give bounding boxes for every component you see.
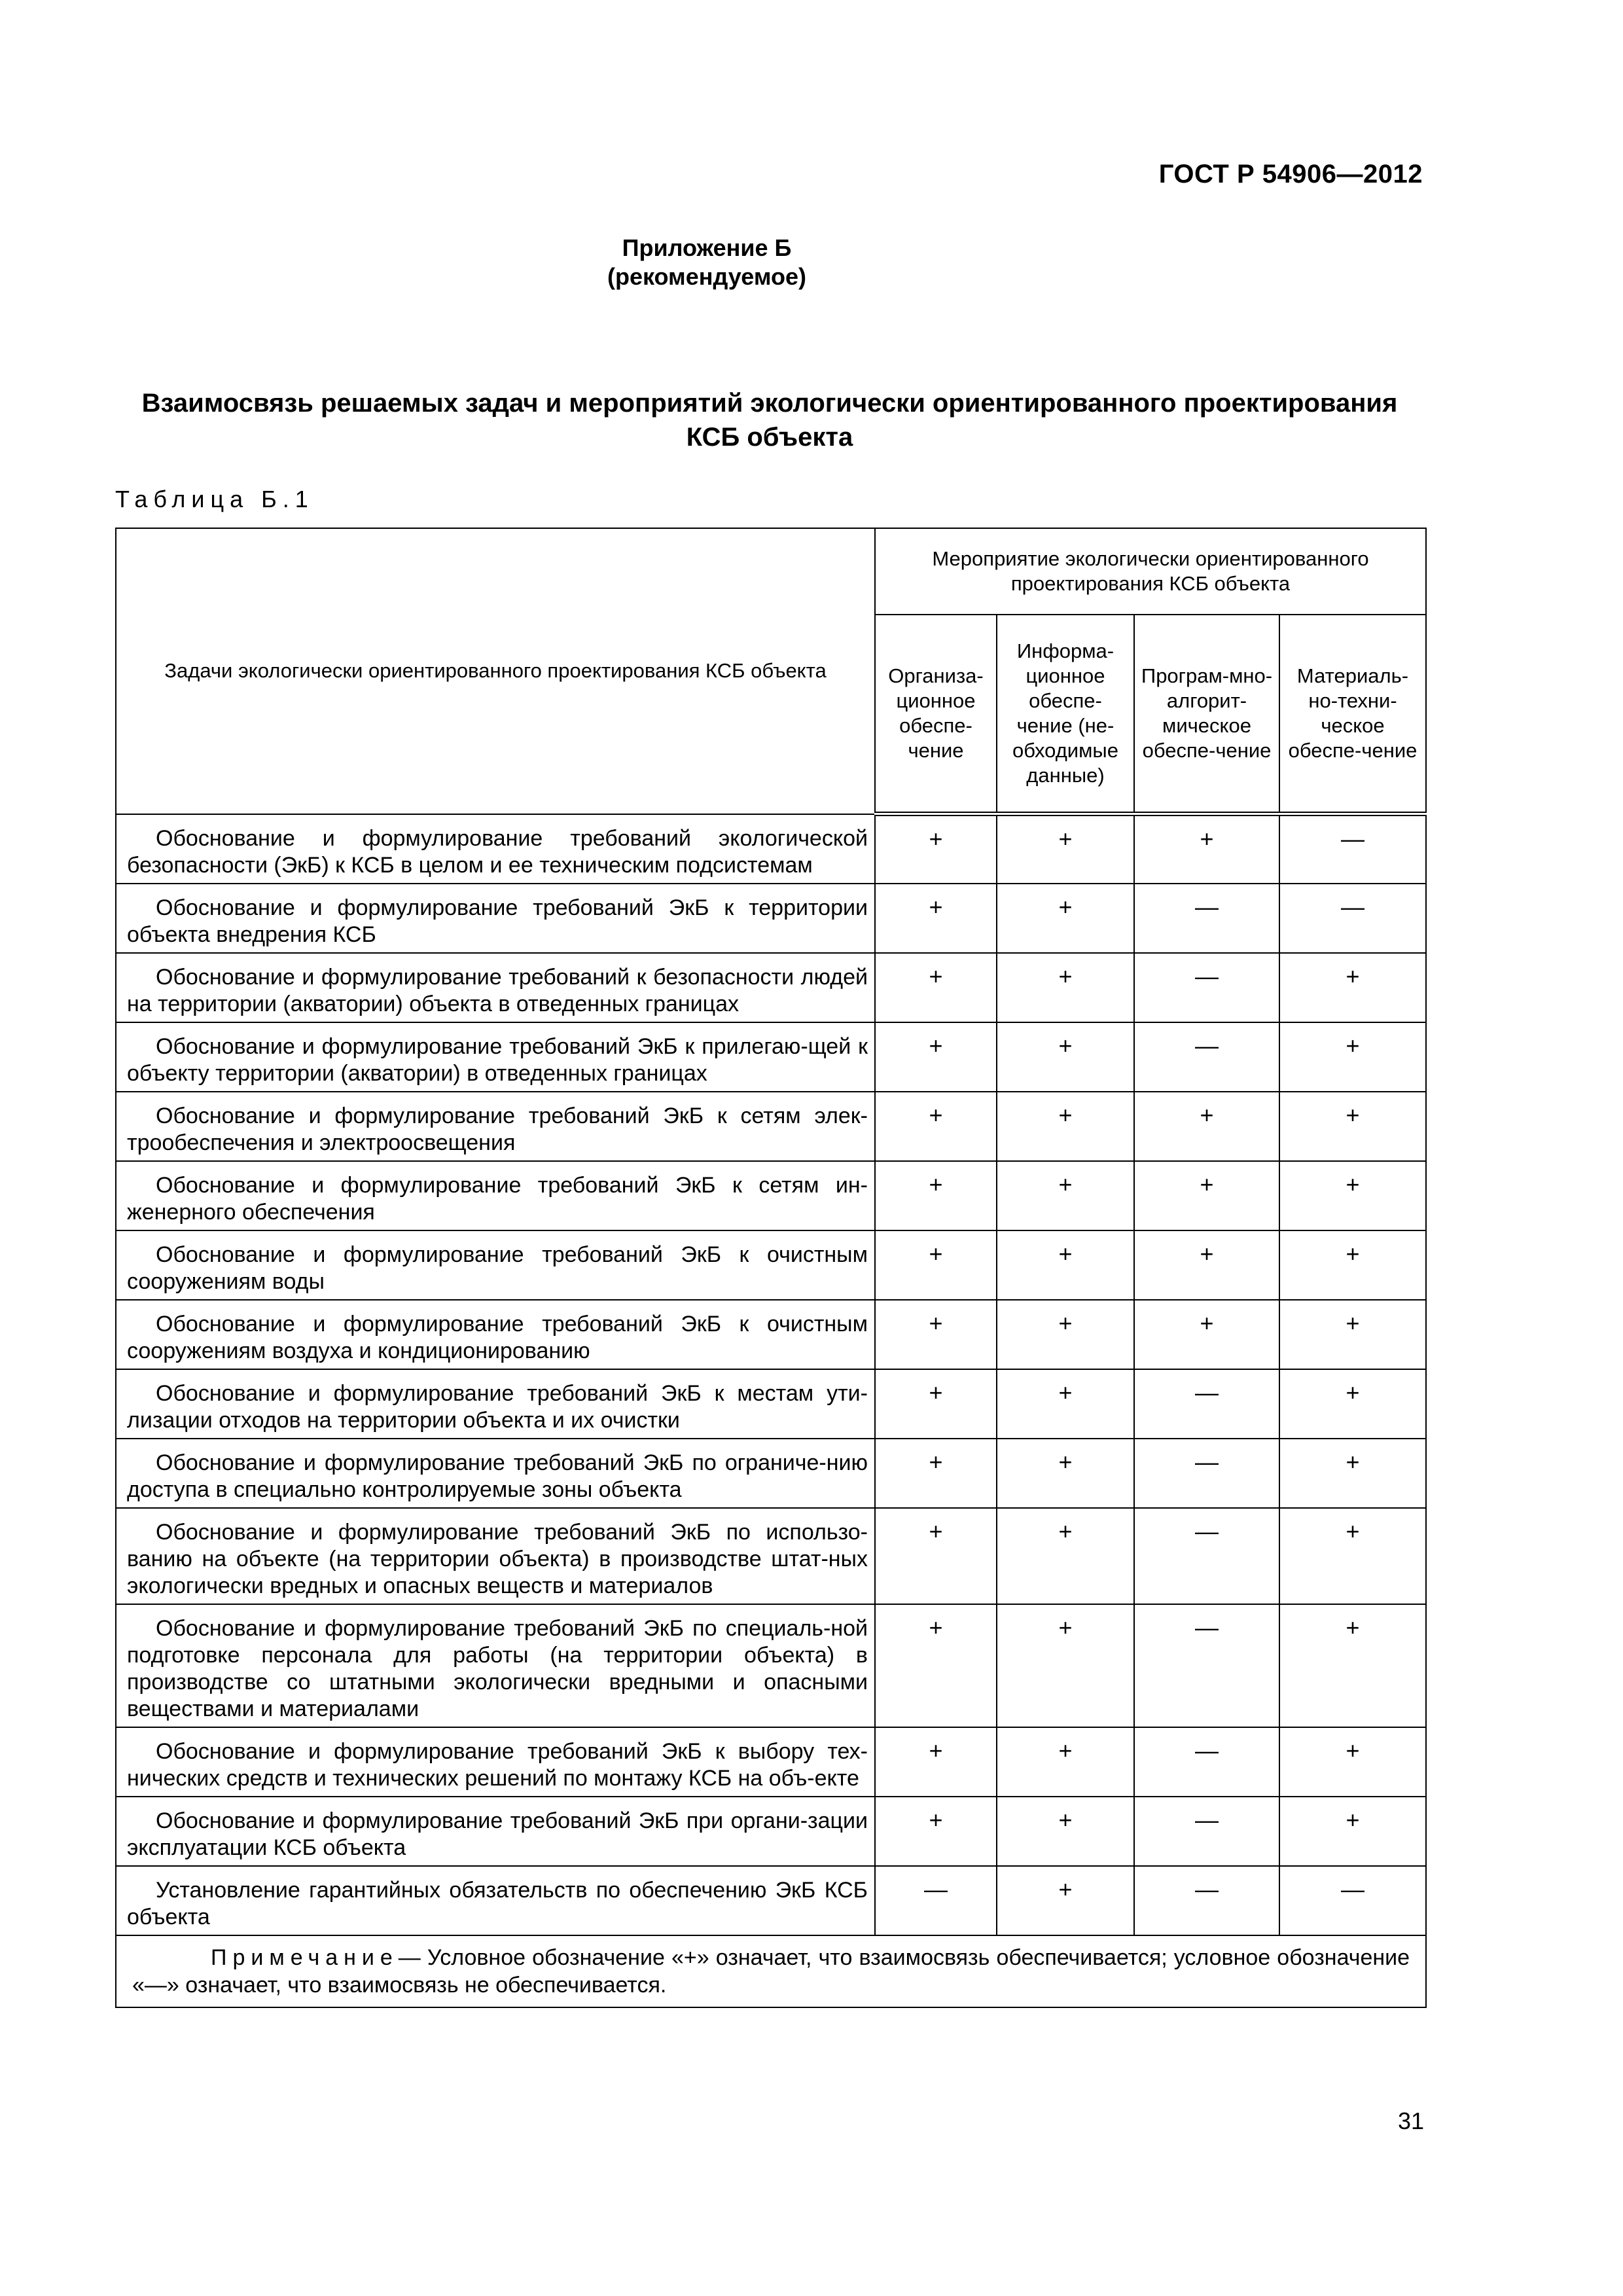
header-software: Програм-мно-алгорит-мическое обеспе-чение bbox=[1134, 615, 1279, 814]
table-row bbox=[116, 1439, 1426, 1508]
mark-cell: + bbox=[875, 1508, 997, 1604]
task-cell: Обоснование и формулирование требований ЭкБ по использо-ванию на объекте (на территории объекта) в производстве штат-ных экологически вредных и опасных веществ и материалов bbox=[116, 1508, 875, 1604]
mark-cell: + bbox=[875, 1230, 997, 1300]
mark-cell: + bbox=[1134, 1230, 1279, 1300]
section-title-line-2: КСБ объекта bbox=[686, 423, 853, 452]
table-row bbox=[116, 1866, 1426, 1935]
task-cell: Обоснование и формулирование требований ЭкБ по ограниче-нию доступа в специально контролируемые зоны объекта bbox=[116, 1439, 875, 1508]
mark-cell: — bbox=[1279, 884, 1426, 953]
task-cell: Обоснование и формулирование требований ЭкБ к очистным сооружениям воздуха и кондиционированию bbox=[116, 1300, 875, 1369]
task-cell: Обоснование и формулирование требований ЭкБ к сетям элек-трообеспечения и электроосвещения bbox=[116, 1092, 875, 1161]
mark-cell: + bbox=[875, 1161, 997, 1230]
mark-cell: + bbox=[997, 1439, 1134, 1508]
task-cell: Обоснование и формулирование требований ЭкБ к выбору тех-нических средств и технических решений по монтажу КСБ на объ-екте bbox=[116, 1727, 875, 1797]
mark-cell: — bbox=[1279, 1866, 1426, 1935]
mark-cell: + bbox=[1279, 1092, 1426, 1161]
mark-cell: + bbox=[1279, 953, 1426, 1022]
mark-cell: + bbox=[1279, 1604, 1426, 1727]
mark-cell: + bbox=[1134, 1092, 1279, 1161]
task-cell: Обоснование и формулирование требований к безопасности людей на территории (акватории) объекта в отведенных границах bbox=[116, 953, 875, 1022]
mark-cell: — bbox=[875, 1866, 997, 1935]
header-material: Материаль-но-техни-ческое обеспе-чение bbox=[1279, 615, 1426, 814]
task-cell: Обоснование и формулирование требований ЭкБ при органи-зации эксплуатации КСБ объекта bbox=[116, 1797, 875, 1866]
mark-cell: + bbox=[997, 953, 1134, 1022]
mark-cell: — bbox=[1279, 814, 1426, 884]
mark-cell: + bbox=[875, 1604, 997, 1727]
table-row bbox=[116, 1022, 1426, 1092]
mark-cell: + bbox=[875, 1369, 997, 1439]
table-body bbox=[116, 814, 1426, 1935]
table-row bbox=[116, 1369, 1426, 1439]
mark-cell: + bbox=[1279, 1439, 1426, 1508]
table-note bbox=[116, 1935, 1426, 2007]
table-row bbox=[116, 1797, 1426, 1866]
table-row bbox=[116, 1230, 1426, 1300]
relationship-table bbox=[115, 528, 1427, 2008]
mark-cell: + bbox=[997, 1508, 1134, 1604]
mark-cell: + bbox=[1279, 1230, 1426, 1300]
mark-cell: — bbox=[1134, 1866, 1279, 1935]
mark-cell: + bbox=[1279, 1022, 1426, 1092]
header-measures-group: Мероприятие экологически ориентированного проектирования КСБ объекта bbox=[875, 528, 1426, 615]
mark-cell: + bbox=[1134, 1161, 1279, 1230]
note-label: Примечание bbox=[211, 1945, 399, 1970]
mark-cell: + bbox=[1279, 1369, 1426, 1439]
mark-cell: + bbox=[997, 1797, 1134, 1866]
mark-cell: + bbox=[997, 1230, 1134, 1300]
section-title-line-1: Взаимосвязь решаемых задач и мероприятий экологически ориентированного проектирования bbox=[141, 389, 1398, 418]
mark-cell: — bbox=[1134, 1022, 1279, 1092]
mark-cell: — bbox=[1134, 1369, 1279, 1439]
note-text: — Условное обозначение «+» означает, что взаимосвязь обеспечивается; условное обозначение «—» означает, что взаимосвязь не обеспечивается. bbox=[132, 1945, 1410, 1998]
header-tasks: Задачи экологически ориентированного проектирования КСБ объекта bbox=[116, 528, 875, 814]
appendix-subtitle: (рекомендуемое) bbox=[607, 263, 806, 290]
table-row bbox=[116, 884, 1426, 953]
table-row bbox=[116, 1508, 1426, 1604]
mark-cell: + bbox=[997, 884, 1134, 953]
mark-cell: + bbox=[875, 1092, 997, 1161]
mark-cell: — bbox=[1134, 1604, 1279, 1727]
mark-cell: + bbox=[875, 1797, 997, 1866]
task-cell: Обоснование и формулирование требований ЭкБ к местам ути-лизации отходов на территории объекта и их очистки bbox=[116, 1369, 875, 1439]
mark-cell: — bbox=[1134, 1797, 1279, 1866]
task-cell: Обоснование и формулирование требований ЭкБ к территории объекта внедрения КСБ bbox=[116, 884, 875, 953]
mark-cell: + bbox=[997, 1604, 1134, 1727]
mark-cell: + bbox=[875, 884, 997, 953]
mark-cell: + bbox=[1279, 1161, 1426, 1230]
task-cell: Обоснование и формулирование требований экологической безопасности (ЭкБ) к КСБ в целом и ее техническим подсистемам bbox=[116, 814, 875, 884]
mark-cell: + bbox=[997, 1092, 1134, 1161]
mark-cell: + bbox=[997, 1369, 1134, 1439]
table-row bbox=[116, 1604, 1426, 1727]
section-title bbox=[115, 386, 1424, 454]
table-row bbox=[116, 1300, 1426, 1369]
mark-cell: — bbox=[1134, 1508, 1279, 1604]
document-code: ГОСТ Р 54906—2012 bbox=[1158, 160, 1423, 188]
mark-cell: — bbox=[1134, 884, 1279, 953]
mark-cell: + bbox=[997, 1866, 1134, 1935]
mark-cell: — bbox=[1134, 1727, 1279, 1797]
task-cell: Установление гарантийных обязательств по обеспечению ЭкБ КСБ объекта bbox=[116, 1866, 875, 1935]
table-row bbox=[116, 1161, 1426, 1230]
header-informational: Информа-ционное обеспе-чение (не-обходимые данные) bbox=[997, 615, 1134, 814]
task-cell: Обоснование и формулирование требований ЭкБ к прилегаю-щей к объекту территории (акватории) в отведенных границах bbox=[116, 1022, 875, 1092]
mark-cell: + bbox=[875, 1300, 997, 1369]
appendix-title: Приложение Б bbox=[622, 234, 792, 261]
mark-cell: + bbox=[875, 1022, 997, 1092]
mark-cell: + bbox=[997, 1300, 1134, 1369]
task-cell: Обоснование и формулирование требований ЭкБ к сетям ин-женерного обеспечения bbox=[116, 1161, 875, 1230]
mark-cell: + bbox=[997, 814, 1134, 884]
mark-cell: + bbox=[875, 953, 997, 1022]
table-row bbox=[116, 1727, 1426, 1797]
mark-cell: + bbox=[875, 1727, 997, 1797]
mark-cell: + bbox=[1279, 1300, 1426, 1369]
mark-cell: + bbox=[997, 1022, 1134, 1092]
mark-cell: + bbox=[1134, 814, 1279, 884]
mark-cell: + bbox=[1134, 1300, 1279, 1369]
mark-cell: — bbox=[1134, 1439, 1279, 1508]
table-row bbox=[116, 1092, 1426, 1161]
mark-cell: + bbox=[997, 1727, 1134, 1797]
task-cell: Обоснование и формулирование требований ЭкБ к очистным сооружениям воды bbox=[116, 1230, 875, 1300]
task-cell: Обоснование и формулирование требований ЭкБ по специаль-ной подготовке персонала для работы (на территории объекта) в производстве со штатными экологически вредными и опасными веществами и материалами bbox=[116, 1604, 875, 1727]
mark-cell: + bbox=[1279, 1508, 1426, 1604]
mark-cell: + bbox=[875, 814, 997, 884]
table-row bbox=[116, 953, 1426, 1022]
mark-cell: — bbox=[1134, 953, 1279, 1022]
table-label: Таблица Б.1 bbox=[115, 486, 314, 512]
mark-cell: + bbox=[997, 1161, 1134, 1230]
mark-cell: + bbox=[1279, 1797, 1426, 1866]
table-row bbox=[116, 814, 1426, 884]
page-number: 31 bbox=[1397, 2108, 1424, 2134]
mark-cell: + bbox=[1279, 1727, 1426, 1797]
mark-cell: + bbox=[875, 1439, 997, 1508]
header-organizational: Организа-ционное обеспе-чение bbox=[875, 615, 997, 814]
